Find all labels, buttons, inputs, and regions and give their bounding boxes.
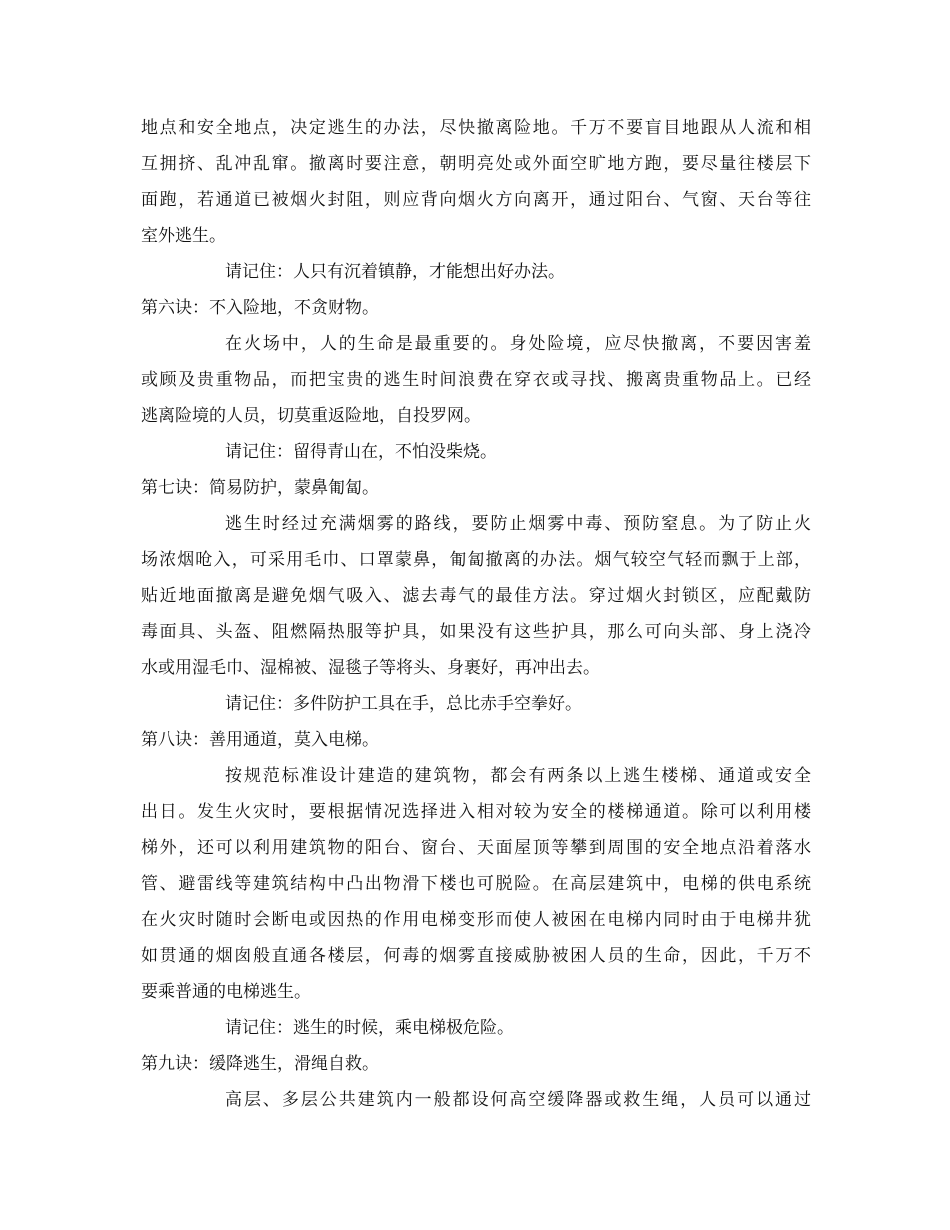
section-heading-8: 第八诀：善用通道，莫入电梯。 (141, 730, 379, 750)
reminder-line: 请记住：多件防护工具在手，总比赤手空拳好。 (225, 694, 582, 714)
text-line: 如贯通的烟囱般直通各楼层，何毒的烟雾直接威胁被困人员的生命，因此，千万不 (141, 946, 811, 966)
text-line: 贴近地面撤离是避免烟气吸入、滤去毒气的最佳方法。穿过烟火封锁区，应配戴防 (141, 586, 811, 606)
text-line: 梯外，还可以利用建筑物的阳台、窗台、天面屋顶等攀到周围的安全地点沿着落水 (141, 838, 811, 858)
text-line: 高层、多层公共建筑内一般都设何高空缓降器或救生绳，人员可以通过 (225, 1090, 811, 1110)
section-heading-7: 第七诀：简易防护，蒙鼻匍匐。 (141, 478, 379, 498)
text-line: 出日。发生火灾时，要根据情况选择进入相对较为安全的楼梯通道。除可以利用楼 (141, 802, 811, 822)
text-line: 室外逃生。 (141, 226, 226, 246)
reminder-line: 请记住：逃生的时候，乘电梯极危险。 (225, 1018, 514, 1038)
section-heading-9: 第九诀：缓降逃生，滑绳自救。 (141, 1054, 379, 1074)
text-line: 在火场中，人的生命是最重要的。身处险境，应尽快撤离，不要因害羞 (225, 334, 811, 354)
text-line: 互拥挤、乱冲乱窜。撤离时要注意，朝明亮处或外面空旷地方跑，要尽量往楼层下 (141, 154, 811, 174)
text-line: 要乘普通的电梯逃生。 (141, 982, 311, 1002)
text-line: 水或用湿毛巾、湿棉被、湿毯子等将头、身裹好，再冲出去。 (141, 658, 600, 678)
text-line: 毒面具、头盔、阻燃隔热服等护具，如果没有这些护具，那么可向头部、身上浇冷 (141, 622, 811, 642)
reminder-line: 请记住：人只有沉着镇静，才能想出好办法。 (225, 262, 565, 282)
text-line: 管、避雷线等建筑结构中凸出物滑下楼也可脱险。在高层建筑中，电梯的供电系统 (141, 874, 811, 894)
reminder-line: 请记住：留得青山在，不怕没柴烧。 (225, 442, 497, 462)
document-page (141, 110, 811, 1118)
text-line: 场浓烟呛入，可采用毛巾、口罩蒙鼻，匍匐撤离的办法。烟气较空气轻而飘于上部， (141, 550, 811, 570)
text-line: 逃生时经过充满烟雾的路线，要防止烟雾中毒、预防窒息。为了防止火 (225, 514, 811, 534)
text-line: 逃离险境的人员，切莫重返险地，自投罗网。 (141, 406, 481, 426)
text-line: 地点和安全地点，决定逃生的办法，尽快撤离险地。千万不要盲目地跟从人流和相 (141, 118, 811, 138)
text-line: 面跑，若通道已被烟火封阻，则应背向烟火方向离开，通过阳台、气窗、天台等往 (141, 190, 811, 210)
section-heading-6: 第六诀：不入险地，不贪财物。 (141, 298, 379, 318)
text-line: 或顾及贵重物品，而把宝贵的逃生时间浪费在穿衣或寻找、搬离贵重物品上。已经 (141, 370, 811, 390)
text-line: 在火灾时随时会断电或因热的作用电梯变形而使人被困在电梯内同时由于电梯井犹 (141, 910, 811, 930)
text-line: 按规范标准设计建造的建筑物，都会有两条以上逃生楼梯、通道或安全 (225, 766, 811, 786)
